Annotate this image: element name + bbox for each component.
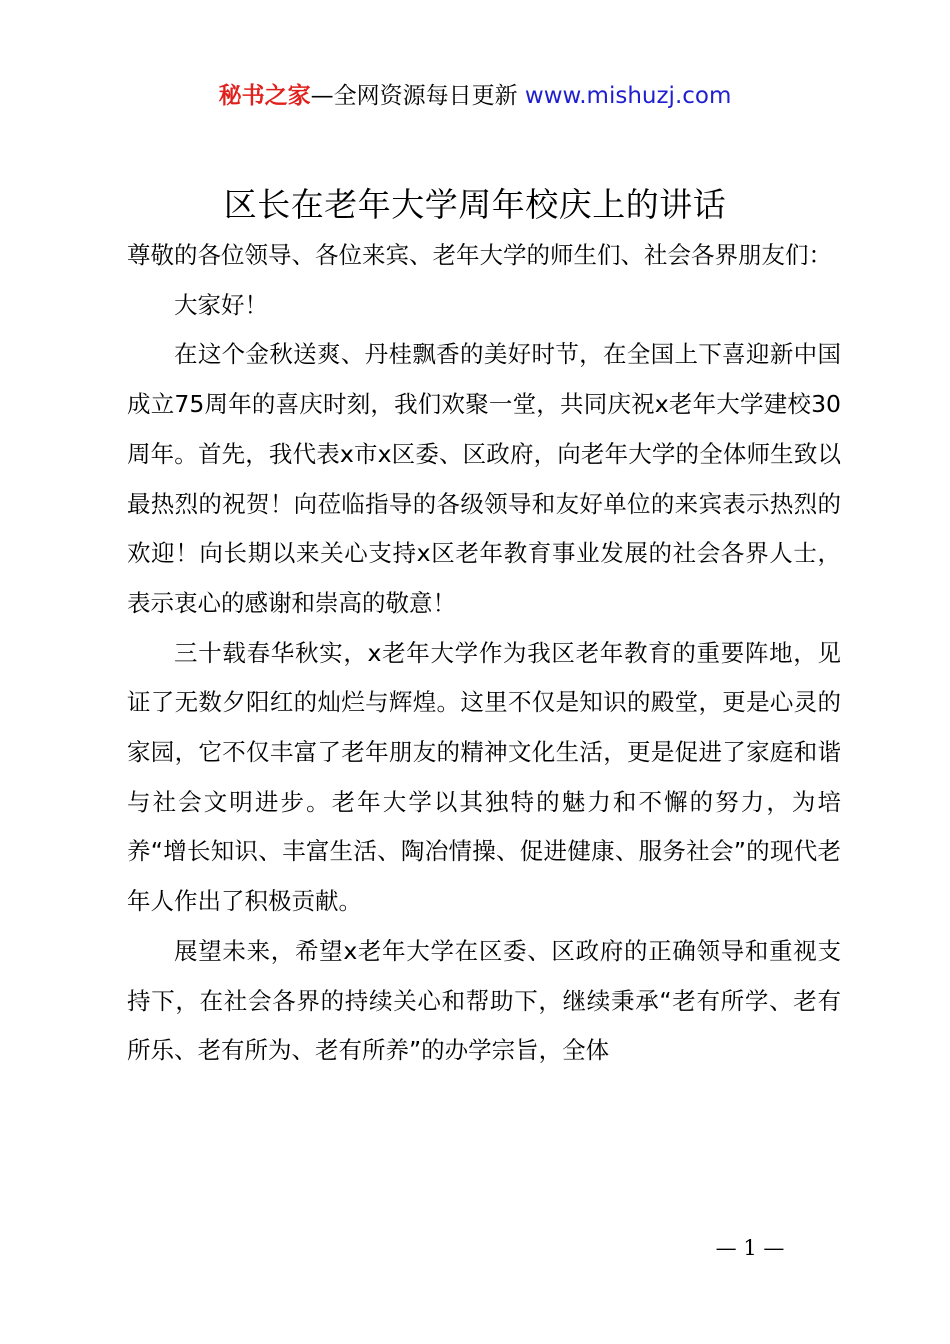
site-header — [0, 78, 950, 114]
paragraph-greeting: 大家好！ — [174, 290, 268, 319]
document-body — [127, 231, 841, 1076]
paragraph-outlook: 展望未来，希望x老年大学在区委、区政府的正确领导和重视支持下，在社会各界的持续关心和帮助下，继续秉承“老有所学、老有所乐、老有所为、老有所养”的办学宗旨，全体 — [127, 936, 841, 1065]
site-url-link[interactable]: www.mishuzj.com — [524, 83, 732, 109]
paragraph-opening: 在这个金秋送爽、丹桂飘香的美好时节，在全国上下喜迎新中国成立75周年的喜庆时刻，我们欢聚一堂，共同庆祝x老年大学建校30周年。首先，我代表x市x区委、区政府，向老年大学的全体师生致以最热烈的祝贺！向莅临指导的各级领导和友好单位的来宾表示热烈的欢迎！向长期以来关心支持x区老年教育事业发展的社会各界人士，表示衷心的感谢和崇高的敬意！ — [127, 340, 841, 617]
salutation: 尊敬的各位领导、各位来宾、老年大学的师生们、社会各界朋友们： — [127, 241, 832, 269]
page-number: — 1 — — [715, 1236, 785, 1260]
site-tagline: —全网资源每日更新 — [310, 83, 525, 109]
paragraph-history: 三十载春华秋实，x老年大学作为我区老年教育的重要阵地，见证了无数夕阳红的灿烂与辉煌。这里不仅是知识的殿堂，更是心灵的家园，它不仅丰富了老年朋友的精神文化生活，更是促进了家庭和谐与社会文明进步。老年大学以其独特的魅力和不懈的努力，为培养“增长知识、丰富生活、陶冶情操、促进健康、服务社会”的现代老年人作出了积极贡献。 — [127, 638, 841, 916]
site-brand: 秘书之家 — [218, 83, 311, 109]
document-title: 区长在老年大学周年校庆上的讲话 — [223, 185, 727, 224]
